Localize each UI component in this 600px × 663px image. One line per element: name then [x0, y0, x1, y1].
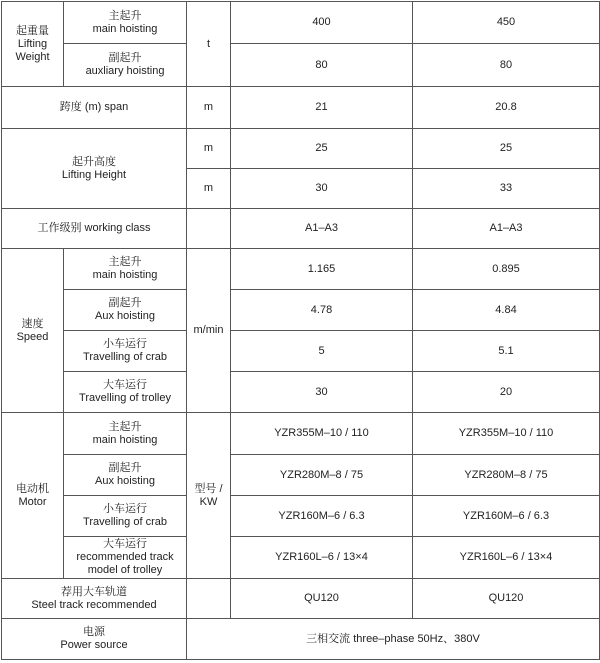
table-cell: YZR355M–10 / 110 — [231, 413, 413, 455]
working-class-label: 工作级别 working class — [2, 209, 187, 249]
table-row — [2, 455, 600, 496]
speed-item-label: 小车运行 Travelling of crab — [64, 331, 187, 372]
speed-unit: m/min — [187, 249, 231, 413]
speed-item-label: 大车运行 Travelling of trolley — [64, 372, 187, 413]
table-row — [2, 249, 600, 290]
rail-label: 荐用大车轨道 Steel track recommended — [2, 579, 187, 619]
table-cell: YZR160M–6 / 6.3 — [413, 496, 600, 537]
table-cell: 20.8 — [413, 87, 600, 129]
table-row — [2, 331, 600, 372]
rail-unit — [187, 579, 231, 619]
table-cell: 33 — [413, 169, 600, 209]
motor-unit: 型号 / KW — [187, 413, 231, 579]
lifting-weight-unit: t — [187, 2, 231, 87]
table-cell: A1–A3 — [231, 209, 413, 249]
table-cell: QU120 — [231, 579, 413, 619]
motor-item-label: 主起升 main hoisting — [64, 413, 187, 455]
table-cell: 80 — [231, 44, 413, 87]
table-cell: YZR280M–8 / 75 — [413, 455, 600, 496]
lifting-height-label: 起升高度 Lifting Height — [2, 129, 187, 209]
motor-item-label: 小车运行 Travelling of crab — [64, 496, 187, 537]
speed-item-label: 副起升 Aux hoisting — [64, 290, 187, 331]
table-cell: 450 — [413, 2, 600, 44]
table-cell: 5.1 — [413, 331, 600, 372]
table-cell: 1.165 — [231, 249, 413, 290]
table-row — [2, 619, 600, 660]
table-cell: 4.78 — [231, 290, 413, 331]
power-value: 三相交流 three–phase 50Hz、380V — [187, 619, 600, 660]
table-cell: 0.895 — [413, 249, 600, 290]
crane-spec-table — [1, 1, 600, 660]
lifting-height-unit: m — [187, 129, 231, 169]
table-row — [2, 537, 600, 579]
table-cell: 4.84 — [413, 290, 600, 331]
table-cell: 25 — [413, 129, 600, 169]
table-row — [2, 209, 600, 249]
aux-hoisting-label: 副起升 auxliary hoisting — [64, 44, 187, 87]
table-row — [2, 372, 600, 413]
table-cell: 20 — [413, 372, 600, 413]
table-row — [2, 579, 600, 619]
lifting-height-unit: m — [187, 169, 231, 209]
motor-item-label: 副起升 Aux hoisting — [64, 455, 187, 496]
speed-item-label: 主起升 main hoisting — [64, 249, 187, 290]
span-label: 跨度 (m) span — [2, 87, 187, 129]
table-row — [2, 2, 600, 44]
table-cell: YZR280M–8 / 75 — [231, 455, 413, 496]
table-cell: YZR160M–6 / 6.3 — [231, 496, 413, 537]
table-cell: 30 — [231, 169, 413, 209]
table-cell: 80 — [413, 44, 600, 87]
table-cell: 400 — [231, 2, 413, 44]
table-cell: YZR160L–6 / 13×4 — [413, 537, 600, 579]
table-cell: QU120 — [413, 579, 600, 619]
table-cell: 21 — [231, 87, 413, 129]
speed-label: 速度 Speed — [2, 249, 64, 413]
working-class-unit — [187, 209, 231, 249]
table-row — [2, 413, 600, 455]
table-row — [2, 496, 600, 537]
lifting-weight-label: 起重量Lifting Weight — [2, 2, 64, 87]
motor-label: 电动机 Motor — [2, 413, 64, 579]
main-hoisting-label: 主起升 main hoisting — [64, 2, 187, 44]
table-row — [2, 129, 600, 169]
table-row — [2, 290, 600, 331]
power-label: 电源 Power source — [2, 619, 187, 660]
motor-item-label: 大车运行 recommended track model of trolley — [64, 537, 187, 579]
table-cell: A1–A3 — [413, 209, 600, 249]
table-row — [2, 87, 600, 129]
table-cell: 5 — [231, 331, 413, 372]
table-row — [2, 44, 600, 87]
table-cell: YZR355M–10 / 110 — [413, 413, 600, 455]
table-cell: YZR160L–6 / 13×4 — [231, 537, 413, 579]
span-unit: m — [187, 87, 231, 129]
table-cell: 25 — [231, 129, 413, 169]
table-cell: 30 — [231, 372, 413, 413]
